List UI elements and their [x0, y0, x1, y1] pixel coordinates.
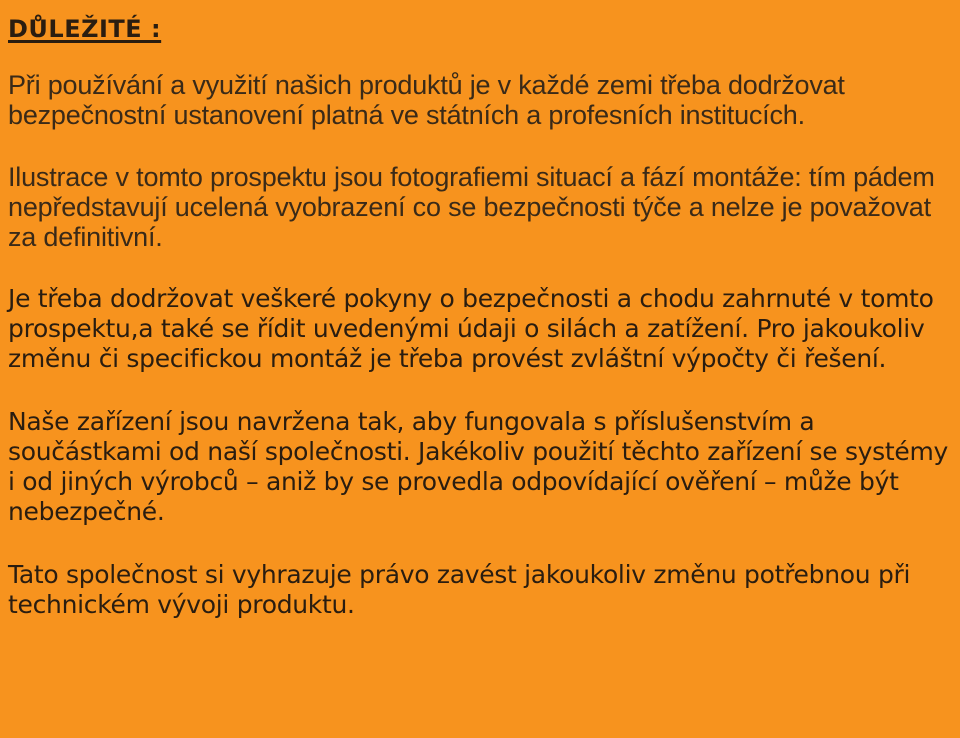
paragraph-illustrations: Ilustrace v tomto prospektu jsou fotografiemi situací a fází montáže: tím pádem nepředstavují ucelená vyobrazení co se bezpečnosti týče a nelze je považovat za definitivní.	[8, 162, 935, 252]
paragraph-changes: Tato společnost si vyhrazuje právo zavést jakoukoliv změnu potřebnou při technickém vývoji produktu.	[8, 560, 911, 619]
page-title: DŮLEŽITÉ :	[8, 15, 162, 43]
paragraph-instructions: Je třeba dodržovat veškeré pokyny o bezpečnosti a chodu zahrnuté v tomto prospektu,a také se řídit uvedenými údaji o silách a zatížení. Pro jakoukoliv změnu či specifickou montáž je třeba provést zvláštní výpočty či řešení.	[8, 284, 934, 373]
paragraph-safety-regulations: Při používání a využití našich produktů je v každé zemi třeba dodržovat bezpečnostní ustanovení platná ve státních a profesních institucích.	[8, 70, 845, 130]
paragraph-compatibility: Naše zařízení jsou navržena tak, aby fungovala s příslušenstvím a součástkami od naší společnosti. Jakékoliv použití těchto zařízení se systémy i od jiných výrobců – aniž by se provedla odpovídající ověření – může být nebezpečné.	[8, 407, 949, 526]
